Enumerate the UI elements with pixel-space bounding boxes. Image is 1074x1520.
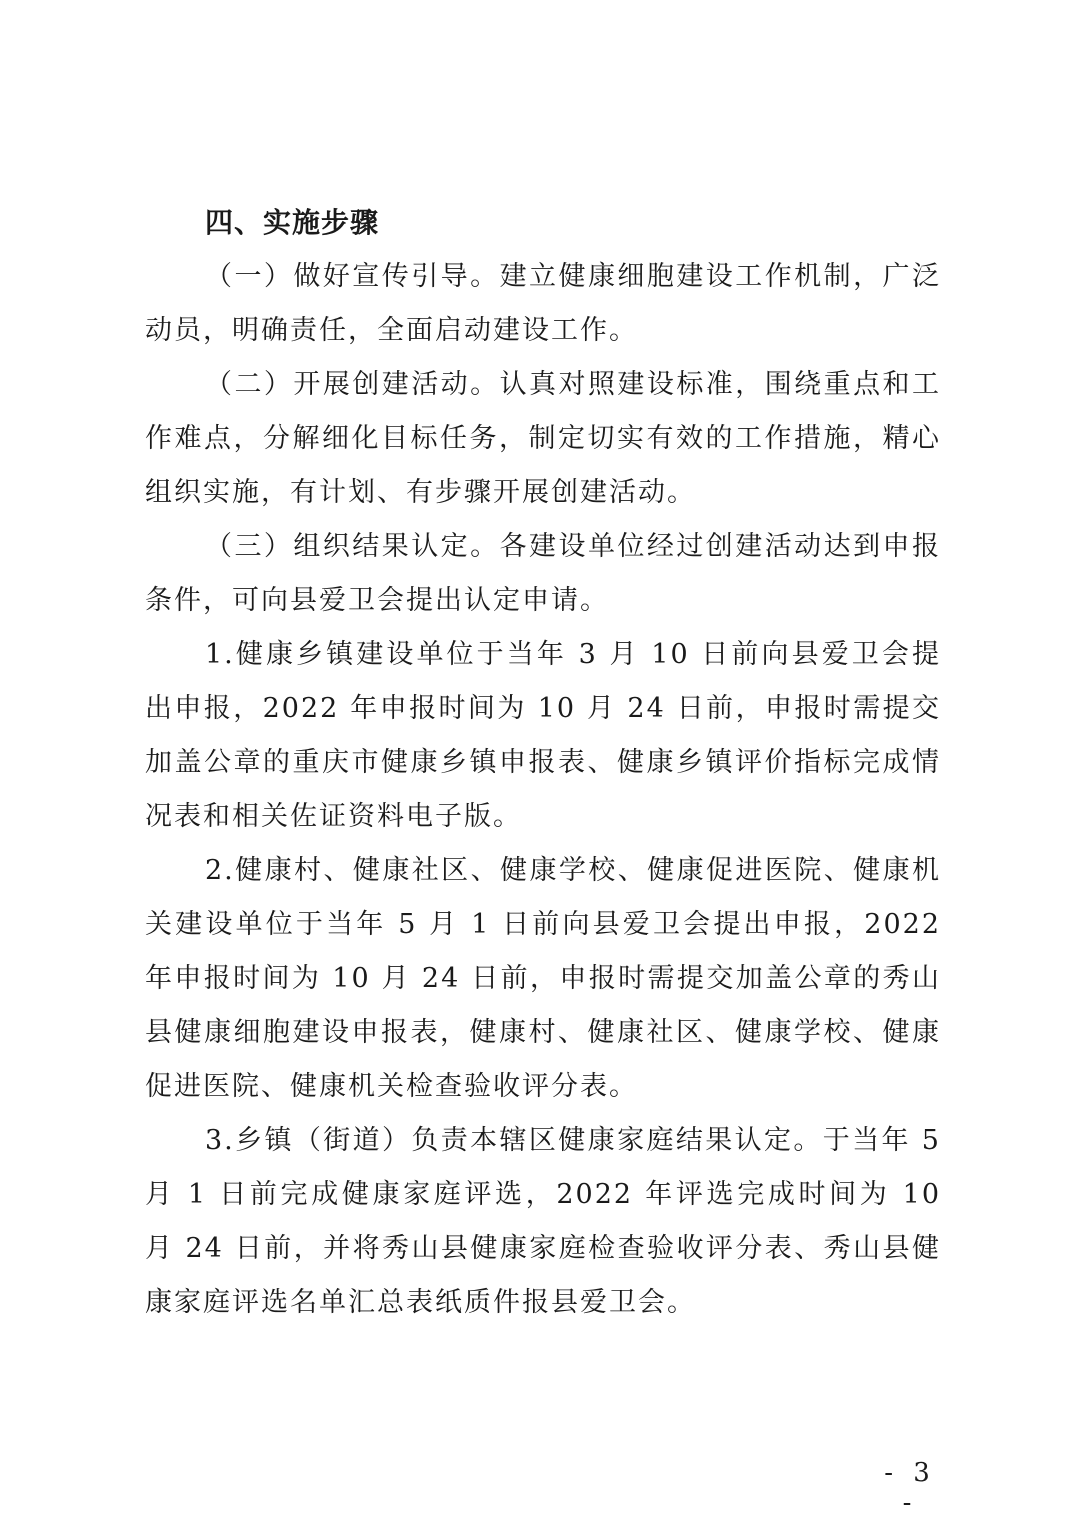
paragraph-text: 1.健康乡镇建设单位于当年 3 月 10 日前向县爱卫会提出申报，2022 年申报时间为 10 月 24 日前，申报时需提交加盖公章的重庆市健康乡镇申报表、健康乡镇评价指标完成情况表和相关佐证资料电子版。 (145, 639, 941, 832)
paragraph-title: （三）组织结果认定。 (205, 531, 500, 562)
paragraph-activities (145, 358, 941, 520)
paragraph-text: 各建设单位经过创建活动达到申报条件，可向县爱卫会提出认定申请。 (145, 531, 942, 616)
paragraph-text: 建立健康细胞建设工作机制，广泛动员，明确责任，全面启动建设工作。 (145, 261, 942, 346)
paragraph-text: 认真对照建设标准，围绕重点和工作难点，分解细化目标任务，制定切实有效的工作措施，精心组织实施，有计划、有步骤开展创建活动。 (145, 369, 942, 508)
paragraph-title: （一）做好宣传引导。 (205, 261, 500, 292)
paragraph-publicity (145, 250, 941, 358)
paragraph-item-2 (145, 844, 941, 1114)
paragraph-text: 2.健康村、健康社区、健康学校、健康促进医院、健康机关建设单位于当年 5 月 1 日前向县爱卫会提出申报，2022 年申报时间为 10 月 24 日前，申报时需提交加盖公章的秀山县健康细胞建设申报表，健康村、健康社区、健康学校、健康促进医院、健康机关检查验收评分表。 (145, 855, 941, 1102)
paragraph-item-3 (145, 1114, 941, 1330)
paragraph-result-confirmation (145, 520, 941, 628)
document-body (145, 196, 941, 1330)
paragraph-text: 3.乡镇（街道）负责本辖区健康家庭结果认定。于当年 5 月 1 日前完成健康家庭评选，2022 年评选完成时间为 10 月 24 日前，并将秀山县健康家庭检查验收评分表、秀山县健康家庭评选名单汇总表纸质件报县爱卫会。 (145, 1125, 941, 1318)
paragraph-item-1 (145, 628, 941, 844)
page-number: - 3 - (884, 1458, 936, 1518)
section-heading: 四、实施步骤 (205, 206, 380, 239)
paragraph-title: （二）开展创建活动。 (205, 369, 500, 400)
